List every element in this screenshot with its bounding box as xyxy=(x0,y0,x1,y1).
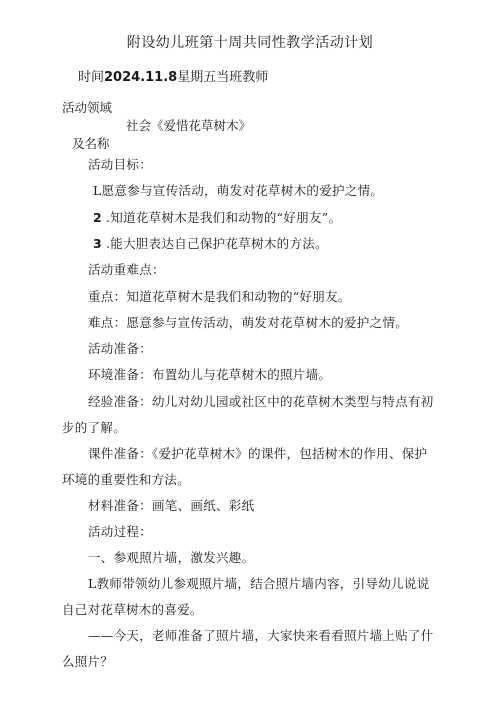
step-1: 一、参观照片墙，激发兴趣。 xyxy=(88,550,255,565)
time-line xyxy=(78,66,268,85)
dialog-line-2: 么照片？ xyxy=(62,654,114,669)
step-1-detail-line-1: L教师带领幼儿参观照片墙，结合照片墙内容，引导幼儿说说 xyxy=(88,576,430,591)
difficulty-point: 难点：愿意参与宣传活动，萌发对花草树木的爱护之情。 xyxy=(88,315,409,330)
experience-prep-line-1: 经验准备：幼儿对幼儿园或社区中的花草树木类型与特点有初 xyxy=(88,394,434,409)
keypoints-heading: 活动重难点： xyxy=(88,262,165,277)
goal-2 xyxy=(93,208,341,226)
experience-prep-line-2: 步的了解。 xyxy=(62,420,127,435)
environment-prep: 环境准备：布置幼儿与花草树木的照片墙。 xyxy=(88,367,332,382)
goal-1: L愿意参与宣传活动，萌发对花草树木的爱护之情。 xyxy=(93,183,384,198)
goal-2-text: .知道花草树木是我们和动物的“好朋友”。 xyxy=(106,210,342,225)
document-title: 附设幼儿班第十周共同性教学活动计划 xyxy=(126,35,374,51)
goals-heading: 活动目标： xyxy=(88,157,153,172)
goal-2-number: 2 xyxy=(93,210,102,225)
goal-3-number: 3 xyxy=(93,236,102,251)
goal-3-text: .能大胆表达自己保护花草树木的方法。 xyxy=(106,236,328,251)
course-prep-line-2: 环境的重要性和方法。 xyxy=(62,472,191,487)
step-1-detail-line-2: 自己对花草树木的喜爱。 xyxy=(62,602,203,617)
dialog-line-1: ——今天，老师准备了照片墙，大家快来看看照片墙上贴了什 xyxy=(88,628,434,643)
course-prep-line-1: 课件准备：《爱护花草树木》的课件，包括树木的作用、保护 xyxy=(88,446,428,461)
activity-name-label: 及名称 xyxy=(72,136,110,151)
time-weekday-teacher: 星期五当班教师 xyxy=(177,70,269,85)
material-prep: 材料准备：画笔、画纸、彩纸 xyxy=(88,498,255,513)
time-label: 时间 xyxy=(78,70,105,85)
activity-name: 社会《爱惜花草树木》 xyxy=(126,118,252,133)
time-date: 2024.11.8 xyxy=(104,70,178,85)
key-point: 重点：知道花草树木是我们和动物的“好朋友。 xyxy=(88,289,351,304)
process-heading: 活动过程： xyxy=(88,524,153,539)
prep-heading: 活动准备： xyxy=(88,341,153,356)
goal-3 xyxy=(93,234,328,252)
activity-field-label: 活动领域 xyxy=(62,100,113,115)
